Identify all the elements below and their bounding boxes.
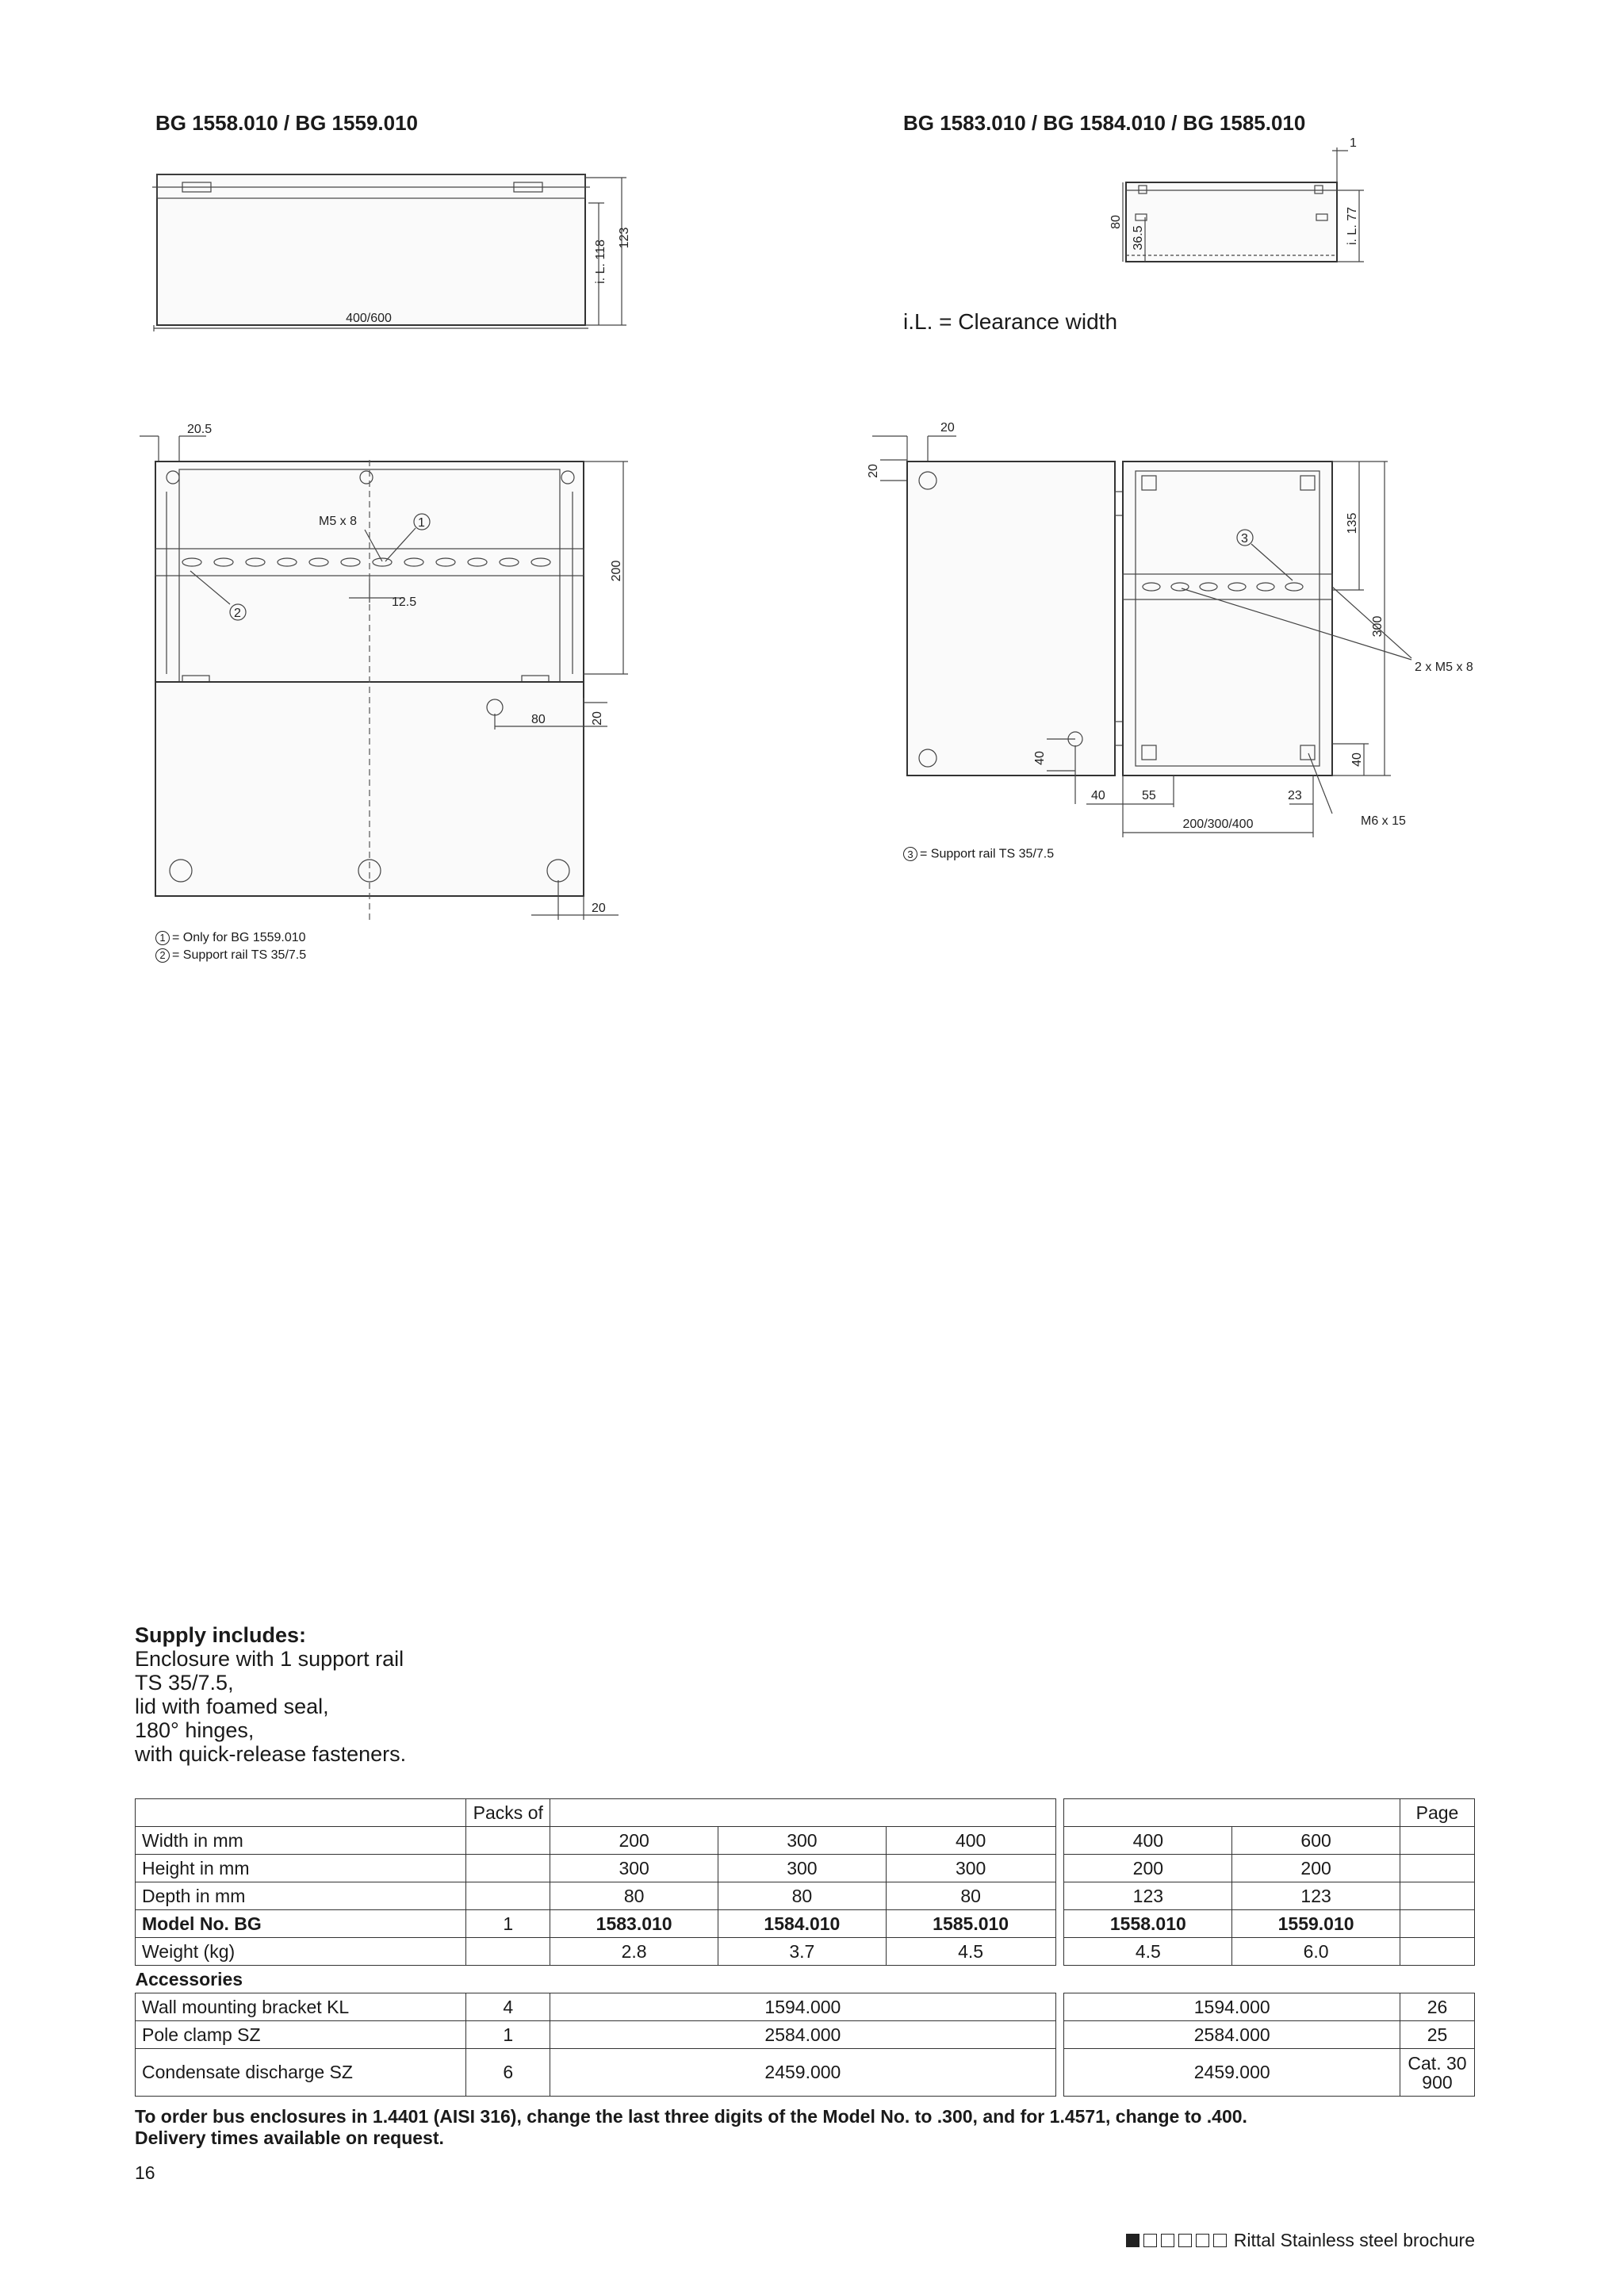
legend-item-2: 2 = Support rail TS 35/7.5 [155,947,306,964]
footer-square-filled [1126,2234,1139,2247]
page-number: 16 [135,2162,155,2183]
dim-20-top: 20 [940,421,955,435]
table-row: Height in mm 300 300 300 200 200 [136,1855,1475,1882]
clearance-note: i.L. = Clearance width [903,309,1118,334]
dim-m5x8: M5 x 8 [319,515,358,528]
legend-item-1: 1 = Only for BG 1559.010 [155,929,306,947]
dim-one: 1 [1350,136,1357,150]
footer-square [1178,2234,1192,2247]
dim-20-bottom: 20 [592,902,606,915]
legend-right: 3 = Support rail TS 35/7.5 [903,847,1054,862]
callout-3: 3 [1241,532,1248,546]
right-drawing-title: BG 1583.010 / BG 1584.010 / BG 1585.010 [903,111,1306,135]
page-header: Page [1400,1799,1474,1827]
footer-square [1143,2234,1157,2247]
footer-square [1161,2234,1174,2247]
dim-80: 80 [531,713,546,726]
supply-line: Enclosure with 1 support rail [135,1647,404,1671]
supply-line: lid with foamed seal, [135,1695,329,1718]
footer-text: Rittal Stainless steel brochure [1233,2230,1475,2250]
front-view-drawing [135,412,642,967]
dim-20-5: 20.5 [187,423,213,436]
table-row: Weight (kg) 2.8 3.7 4.5 4.5 6.0 [136,1938,1475,1966]
dim-200: 200 [610,560,623,582]
callout-2: 2 [234,607,241,620]
dim-screws: 2 x M5 x 8 [1415,661,1473,674]
dim-23: 23 [1288,789,1302,802]
legend-left [155,929,306,964]
dim-width: 400/600 [346,312,392,325]
supply-line: 180° hinges, [135,1718,255,1742]
callout-1: 1 [418,516,425,530]
dim-55: 55 [1142,789,1156,802]
small-side-view-drawing [1063,127,1380,270]
dim-inner-77: i. L. 77 [1346,206,1359,246]
dim-20-lid: 20 [591,711,604,726]
accessories-heading: Accessories [135,1968,243,1990]
spec-table [135,1798,1475,2097]
table-header-row [136,1799,1475,1827]
supply-includes [135,1623,406,1766]
order-note: To order bus enclosures in 1.4401 (AISI 316), change the last three digits of the Model No. to .300, and for 1.4571, change to .400. Delivery times available on request. [135,2106,1247,2148]
footer-square [1213,2234,1227,2247]
dim-40-door: 40 [1033,751,1047,765]
dim-12-5: 12.5 [392,596,417,609]
accessories-heading-row [136,1966,1475,1993]
accessory-row: Pole clamp SZ 1 2584.000 2584.000 25 [136,2021,1475,2049]
dim-135: 135 [1346,512,1359,534]
footer-square [1196,2234,1209,2247]
dim-width-range: 200/300/400 [1182,818,1254,831]
dim-80: 80 [1109,215,1123,229]
supply-heading: Supply includes: [135,1623,307,1647]
dim-inner-height: i. L. 118 [594,239,607,284]
open-enclosure-drawing [864,412,1499,856]
supply-line: TS 35/7.5, [135,1671,234,1695]
dim-300: 300 [1371,615,1385,638]
footer [1126,2230,1475,2251]
side-view-drawing [143,159,650,341]
dim-depth: 123 [618,227,631,249]
accessory-row: Wall mounting bracket KL 4 1594.000 1594.000 26 [136,1993,1475,2021]
accessory-row: Condensate discharge SZ 6 2459.000 2459.000 Cat. 30 900 [136,2049,1475,2097]
dim-m6x15: M6 x 15 [1361,814,1406,828]
table-row: Depth in mm 80 80 80 123 123 [136,1882,1475,1910]
supply-line: with quick-release fasteners. [135,1742,407,1766]
dim-36-5: 36.5 [1132,225,1145,251]
packs-header: Packs of [466,1799,550,1827]
table-row: Width in mm 200 300 400 400 600 [136,1827,1475,1855]
table-row-model: Model No. BG 1 1583.010 1584.010 1585.010 1558.010 1559.010 [136,1910,1475,1938]
dim-40-bottom: 40 [1091,789,1105,802]
dim-40-right: 40 [1350,753,1364,767]
left-drawing-title: BG 1558.010 / BG 1559.010 [155,111,419,135]
dim-20-left: 20 [867,464,880,478]
